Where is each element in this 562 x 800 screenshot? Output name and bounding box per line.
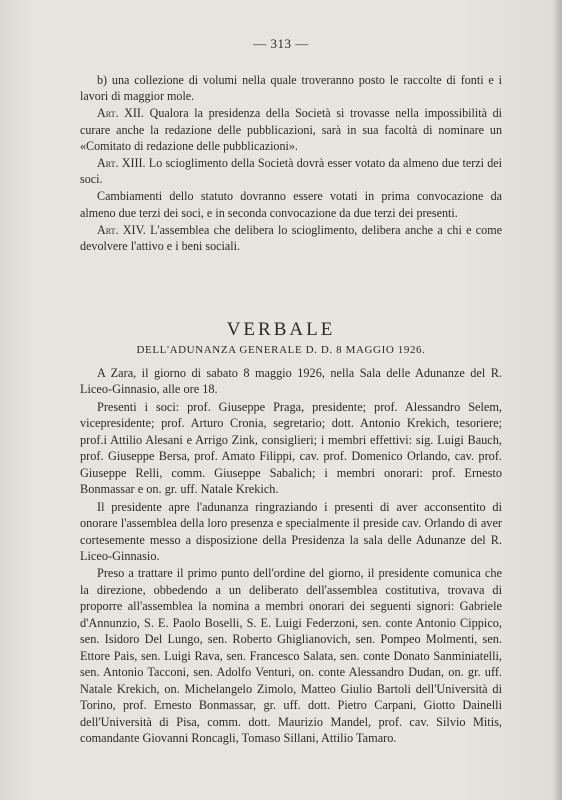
verbale-subtitle: DELL'ADUNANZA GENERALE D. D. 8 MAGGIO 1926. [136,344,426,356]
article-13-text: Lo scioglimento della Società dovrà esser votato da almeno due terzi dei soci. [80,156,502,187]
verbale-title: VERBALE [226,319,336,340]
item-b-paragraph: b) una collezione di volumi nella quale troveranno posto le raccolte di fonti e i lavori di maggior mole. [80,73,502,104]
verbale-body [80,365,502,746]
page-number: — 313 — [253,36,309,51]
article-14-paragraph [80,222,502,254]
verbale-paragraph: Il presidente apre l'adunanza ringraziando i presenti di aver acconsentito di onorare l'assemblea della loro presenza e specialmente il preside cav. Orlando di aver cortesemente messo a disposizione della Presidenza la sala delle Adunanze del R. Liceo-Ginnasio. [80,499,502,563]
page-edge-shadow [552,0,562,800]
verbale-paragraph: Presenti i soci: prof. Giuseppe Praga, presidente; prof. Alessandro Selem, vicepresidente; prof. Arturo Cronia, segretario; dott. Antonio Krekich, tesoriere; prof.i Attilio Alesani e Arrigo Zink, consiglieri; i membri effettivi: sig. Luigi Bauch, prof. Giuseppe Bersa, prof. Amato Filippi, cav. prof. Domenico Orlando, cav. prof. Giuseppe Relli, comm. Giuseppe Sabalich; i membri onorari: prof. Ernesto Bonmassar e on. gr. uff. Natale Krekich. [80,399,502,497]
verbale-paragraph: A Zara, il giorno di sabato 8 maggio 1926, nella Sala delle Adunanze del R. Liceo-Ginnasio, alle ore 18. [80,366,502,397]
article-14-label: Art. XIV. [97,222,146,237]
article-12-text: Qualora la presidenza della Società si trovasse nella impossibilità di curare anche la redazione delle pubblicazioni, sarà in sua facoltà di nominare un «Comitato di redazione delle pubblicazioni». [80,106,503,153]
verbale-paragraph: Preso a trattare il primo punto dell'ordine del giorno, il presidente comunica che la direzione, obbedendo a un deliberato dell'assemblea costitutiva, trovava di proporre all'assemblea la nomina a membri onorari dei seguenti signori: Gabriele d'Annunzio, S. E. Paolo Boselli, S. E. Luigi Federzoni, sen. conte Antonio Cippico, sen. Isidoro Del Lungo, sen. Roberto Ghiglianovich, sen. Pompeo Molmenti, sen. Ettore Pais, sen. Luigi Rava, sen. Francesco Salata, sen. conte Donato Sanminiatelli, sen. Antonio Tacconi, sen. Adolfo Venturi, on. conte Alessandro Dudan, on. gr. uff. Natale Krekich, on. Michelangelo Zimolo, Matteo Giulio Bartoli dell'Università di Torino, prof. Ernesto Bonmassar, gr. uff. dott. Pietro Carpani, Giotto Dainelli dell'Università di Pisa, comm. dott. Maurizio Mandel, prof. cav. Silvio Mitis, comandante Giovanni Roncagli, Tomaso Sillani, Attilio Tamaro. [80,566,502,745]
amendments-paragraph: Cambiamenti dello statuto dovranno essere votati in prima convocazione da almeno due terzi dei soci, e in seconda convocazione da due terzi dei presenti. [80,189,502,220]
article-14-text: L'assemblea che delibera lo scioglimento, delibera anche a chi e come devolvere l'attivo e i beni sociali. [80,222,503,254]
article-13-paragraph [80,155,502,187]
article-12-label: Art. XII. [97,106,144,121]
article-12-paragraph [80,105,502,154]
article-13-label: Art. XIII. [97,156,146,171]
statute-articles [80,72,502,254]
